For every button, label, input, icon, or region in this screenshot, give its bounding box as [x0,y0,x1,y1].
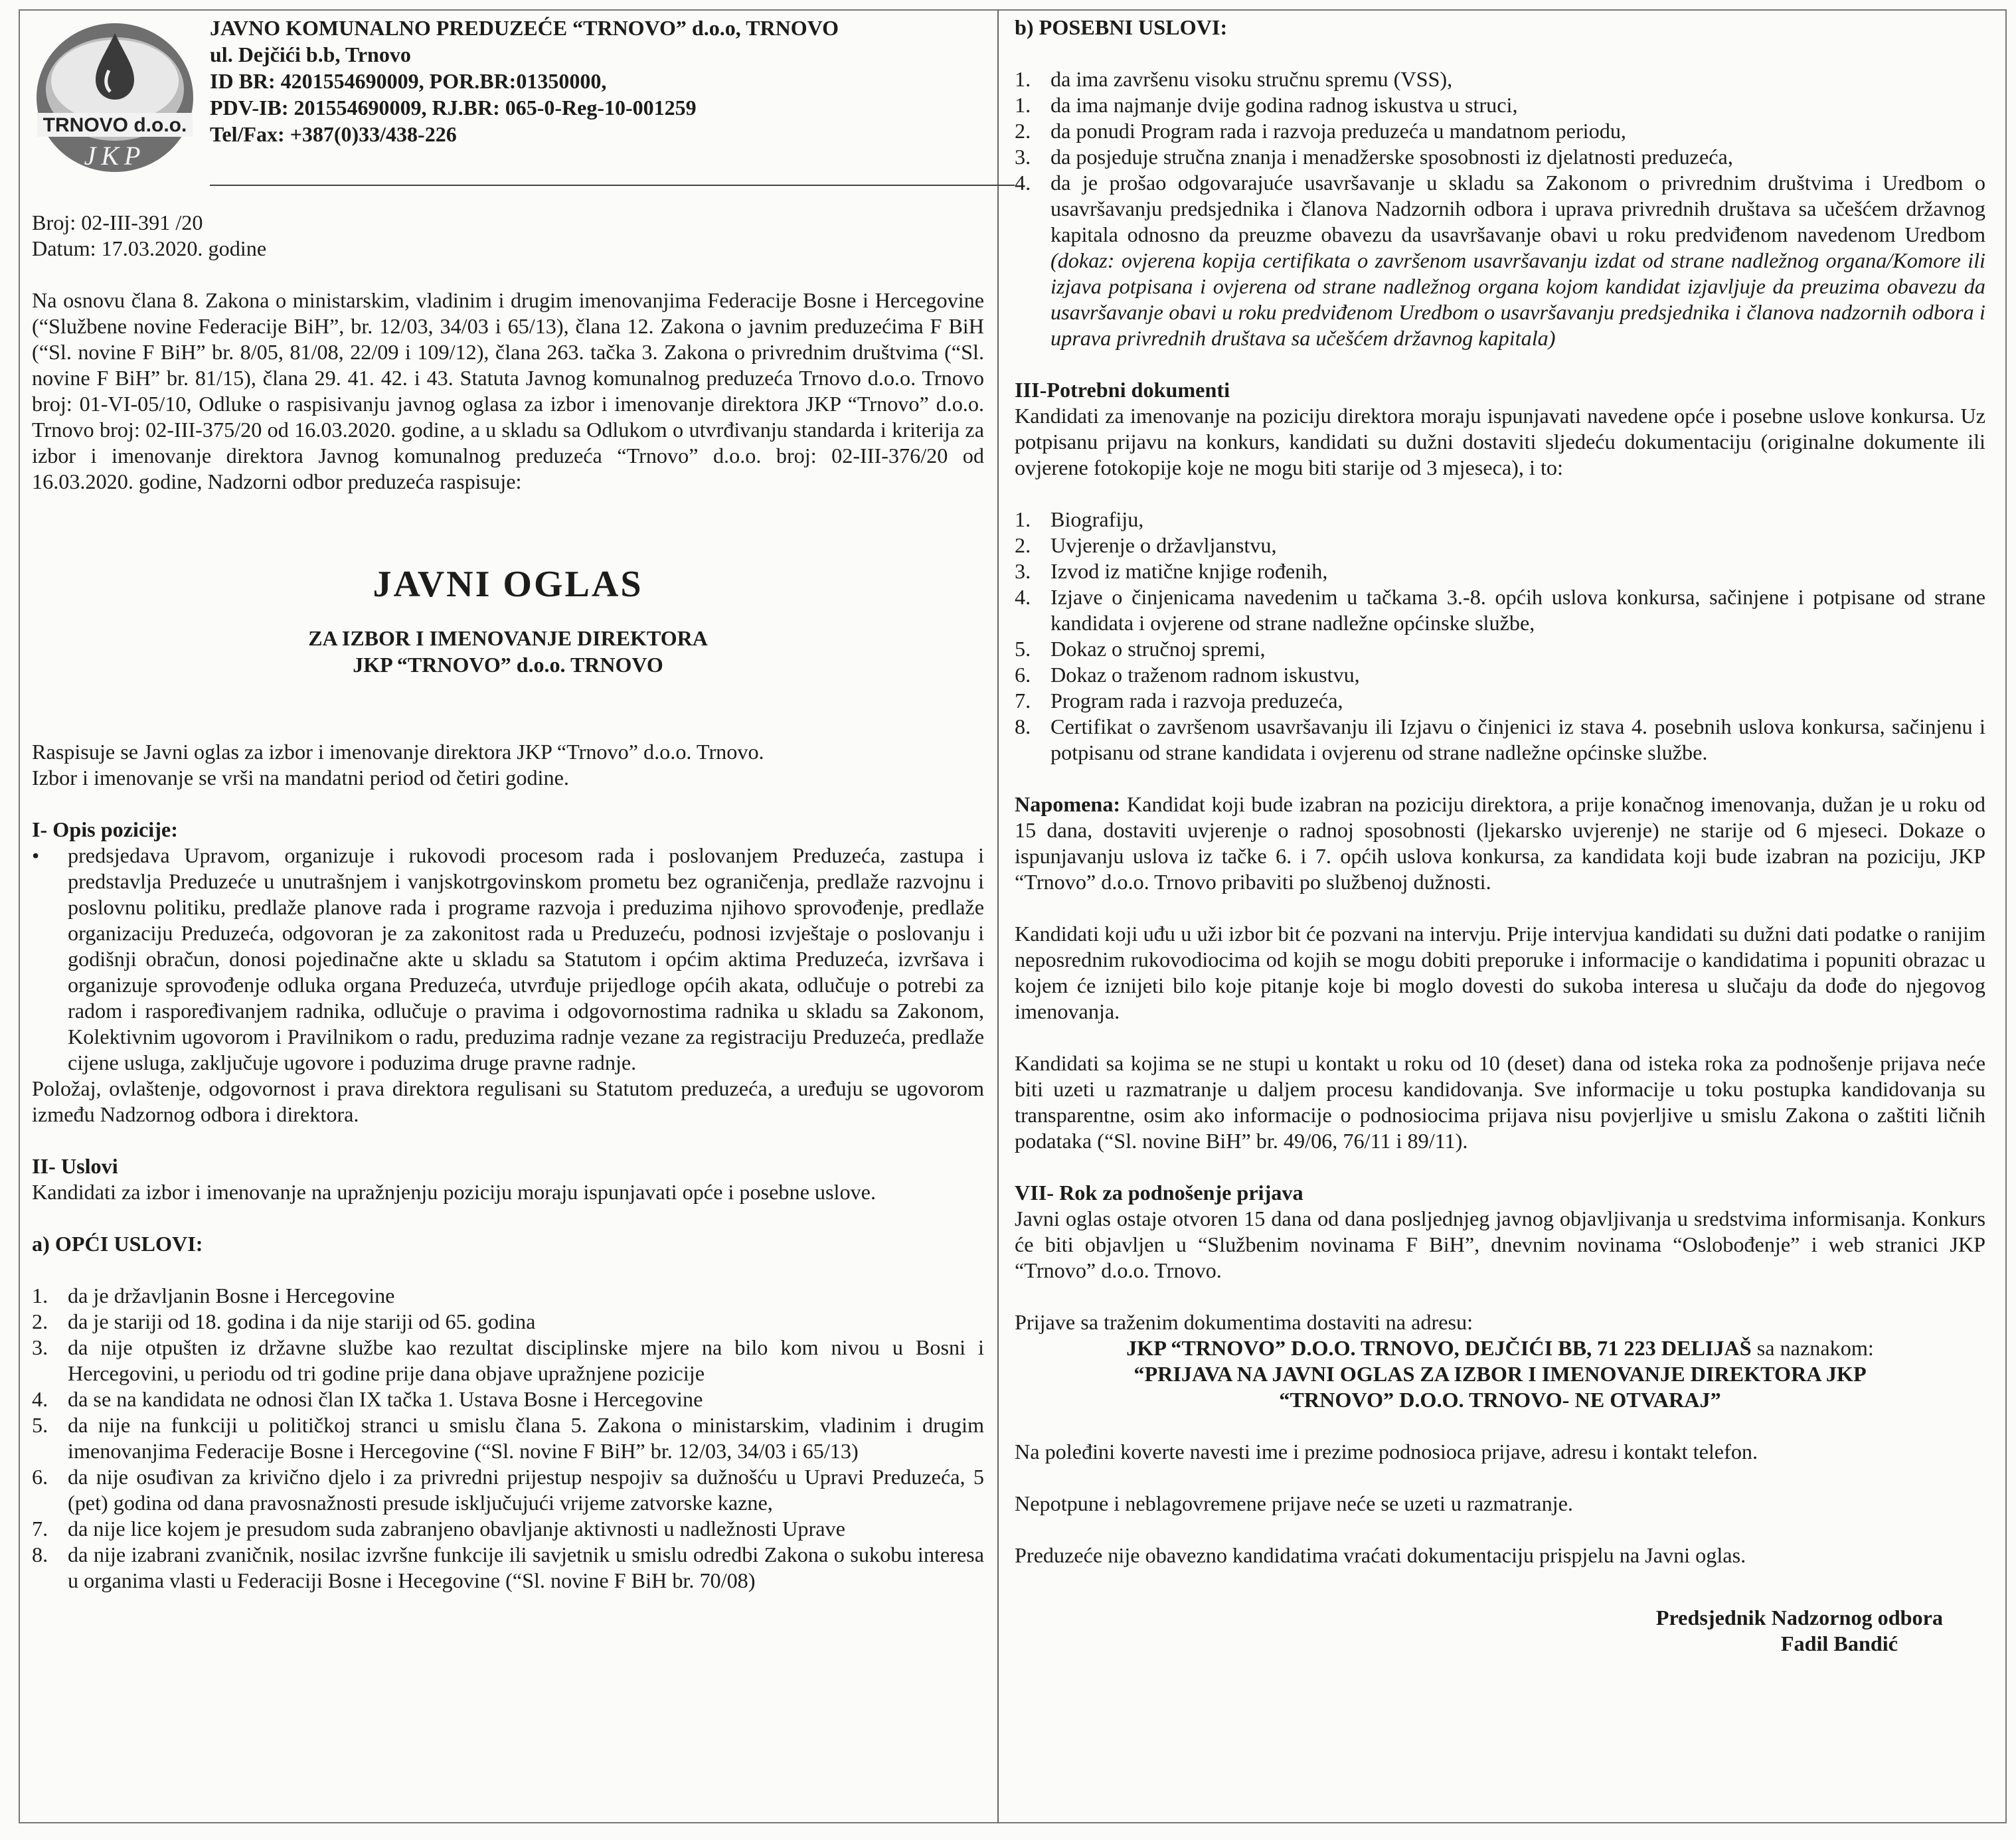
list-item-text: Biografiju, [1050,507,1144,531]
list-number: 4. [32,1387,48,1411]
list-number: 3. [32,1335,48,1359]
list-item-text: da nije lice kojem je presudom suda zabranjeno obavljanje aktivnosti u nadležnosti Uprave [68,1517,845,1541]
list-item [32,1386,984,1412]
list-item-text: da je stariji od 18. godina i da nije stariji od 65. godina [68,1309,536,1333]
list-number: 5. [1015,637,1031,661]
list-item [32,1412,984,1464]
list-item [1015,170,1985,351]
list-item [1015,688,1985,714]
list-number: 2. [32,1309,48,1333]
special-conditions-heading: b) POSEBNI USLOVI: [1015,15,1228,39]
announce-line-2: Izbor i imenovanje se vrši na mandatni period od četiri godine. [32,766,569,790]
list-item [1015,558,1985,584]
list-item-proof-note: (dokaz: ovjerena kopija certifikata o završenom usavršavanju izdat od strane nadležnog organa/Komore ili izjava potpisana i ovjerena od strane nadležnog organa kojom kandidat izjavljuje da preuzima obavezu da usavršavanje obavi u roku predviđenom Uredbom o usavršavanju predsjednika i članova nadzornih odbora i uprava privrednih društava sa učešćem državnog kapitala) [1050,248,1985,350]
list-item-text: da je državljanin Bosne i Hercegovine [68,1284,395,1307]
list-item [32,1516,984,1542]
list-number: 7. [1015,689,1031,712]
envelope-marking-line-2: “TRNOVO” D.O.O. TRNOVO- NE OTVARAJ” [1279,1388,1721,1412]
list-number: 8. [32,1543,48,1566]
logo-text-top: TRNOVO d.o.o. [42,114,187,136]
return-docs-paragraph: Preduzeće nije obavezno kandidatima vraćati dokumentaciju prispjelu na Javni oglas. [1015,1543,1746,1567]
list-number: 7. [32,1517,48,1541]
list-item [32,843,984,1076]
contact-paragraph: Kandidati sa kojima se ne stupi u kontakt u roku od 10 (deset) dana od isteka roka za podnošenje prijava neće biti uzeti u razmatranje u daljem procesu kandidovanja. Sve informacije u toku postupka kandidovanja su transparentne, osim ako informacije o podnosiocima prijava nisu povjerljive u smislu Zakona o zaštiti ličnih podataka (“Sl. novine BiH” br. 49/06, 76/11 i 89/11). [1015,1051,1985,1153]
company-id: ID BR: 4201554690009, POR.BR:01350000, [210,69,607,93]
list-item [1015,66,1985,92]
subtitle-line-2: JKP “TRNOVO” d.o.o. TRNOVO [353,653,663,677]
document-number: Broj: 02-III-391 /20 [32,210,203,234]
section-3-text: Kandidati za imenovanje na poziciju direktora moraju ispunjavati navedene opće i posebne uslove konkursa. Uz potpisanu prijavu na konkurs, kandidati su dužni dostaviti sljedeću dokumentaciju (originalne dokumente ili ovjerene fotokopije koje ne mogu biti starije od 3 mjeseca), i to: [1015,404,1985,479]
envelope-marking-line-1: “PRIJAVA NA JAVNI OGLAS ZA IZBOR I IMENOVANJE DIREKTORA JKP [1134,1362,1867,1386]
list-item-text: Izjave o činjenicama navedenim u tačkama 3.-8. općih uslova konkursa, sačinjene i potpisane od strane kandidata i ovjerene od strane nadležne općinske službe, [1050,585,1985,635]
incomplete-paragraph: Nepotpune i neblagovremene prijave neće se uzeti u razmatranje. [1015,1491,1573,1515]
list-number: 6. [1015,663,1031,687]
list-number: 4. [1015,585,1031,609]
special-conditions-list [1015,66,1985,351]
list-item [32,1542,984,1594]
list-item [1015,533,1985,558]
list-number: 1. [32,1284,48,1307]
list-number: 5. [32,1413,48,1437]
list-item-text: Certifikat o završenom usavršavanju ili Izjavu o činjenici iz stava 4. posebnih uslova konkursa, sačinjenu i potpisanu od strane kandidata i ovjerenu od strane nadležne općinske službe. [1050,714,1985,764]
position-description-list [32,843,984,1076]
address-line [1015,1335,1985,1361]
list-item [1015,662,1985,688]
company-address: ul. Dejčići b.b, Trnovo [210,42,411,66]
bullet-icon: • [32,843,40,867]
address-intro: Prijave sa traženim dokumentima dostaviti na adresu: [1015,1310,1473,1334]
list-item-text: da se na kandidata ne odnosi član IX tačka 1. Ustava Bosne i Hercegovine [68,1387,703,1411]
company-logo [32,15,198,181]
list-item-text: da posjeduje stručna znanja i menadžerske sposobnosti iz djelatnosti preduzeća, [1050,145,1733,169]
announce-line-1: Raspisuje se Javni oglas za izbor i imenovanje direktora JKP “Trnovo” d.o.o. Trnovo. [32,740,764,764]
section-2-heading: II- Uslovi [32,1154,118,1178]
header-rule [210,185,1015,186]
list-item-text: Program rada i razvoja preduzeća, [1050,689,1343,712]
list-number: 2. [1015,119,1031,143]
list-item [1015,636,1985,662]
list-number: 1. [1015,93,1031,117]
list-item [1015,118,1985,144]
document-date: Datum: 17.03.2020. godine [32,236,267,260]
list-item [1015,507,1985,533]
list-item-text: Dokaz o traženom radnom iskustvu, [1050,663,1360,687]
note-paragraph [1015,792,1985,895]
list-item-text: Uvjerenje o državljanstvu, [1050,533,1277,557]
note-text: Kandidat koji bude izabran na poziciju direktora, a prije konačnog imenovanja, dužan je u roku od 15 dana, dostaviti uvjerenje o radnoj sposobnosti (ljekarsko uvjerenje) ne starije od 6 mjeseci. Dokaze o ispunjavanju uslova iz tačke 6. i 7. općih uslova konkursa, za kandidata koji bude izabran na poziciju, JKP “Trnovo” d.o.o. Trnovo pribaviti po službenoj dužnosti. [1015,792,1985,894]
subtitle-line-1: ZA IZBOR I IMENOVANJE DIREKTORA [308,626,708,650]
list-item [1015,92,1985,118]
main-title: JAVNI OGLAS [373,564,643,605]
signature-name: Fadil Bandić [1780,1631,1898,1655]
list-item-text: predsjedava Upravom, organizuje i rukovodi procesom rada i poslovanjem Preduzeća, zastupa i predstavlja Preduzeće u unutrašnjem i vanjskotrgovinskom prometu bez ograničenja, predlaže razvojnu i poslovnu politiku, predlaže planove rada i programe razvoja i preduzima njihovo sprovođenje, predlaže organizaciju Preduzeća, odgovoran je za zakonitost rada u Preduzeću, podnosi izvještaje o poslovanju i godišnji obračun, donosi pojedinačne akte u skladu sa Statutom i općim aktima Preduzeća, izvršava i organizuje sprovođenje odluka organa Preduzeća, utvrđuje prijedloge općih akata, odlučuje o potrebi za radom i raspoređivanjem radnika, odlučuje o pravima i odgovornostima radnika u skladu sa Zakonom, Kolektivnim ugovorom i Pravilnikom o radu, preduzima radnje vezane za registraciju Preduzeća, predlaže cijene usluga, zaključuje ugovore i poduzima druge pravne radnje. [68,843,984,1074]
required-documents-list [1015,507,1985,766]
list-number: 4. [1015,171,1031,195]
list-item [1015,714,1985,766]
left-column [32,15,984,1594]
list-item-text: da ima završenu visoku stručnu spremu (VSS), [1050,67,1453,91]
column-divider [997,9,999,1823]
list-item-text: da je prošao odgovarajuće usavršavanje u skladu sa Zakonom o privrednim društvima i Uredbom o usavršavanju predsjednika i članova Nadzornih odbora i uprava privrednih društava sa učešćem državnog kapitala odnosno da preuzme obavezu da usavršavanje obavi u roku predviđenom navedenom Uredbom [1050,171,1985,246]
general-conditions-list [32,1283,984,1594]
section-2-text: Kandidati za izbor i imenovanje na upražnjenju poziciju moraju ispunjavati opće i posebne uslove. [32,1180,877,1204]
interview-paragraph: Kandidati koji uđu u uži izbor bit će pozvani na intervju. Prije intervjua kandidati su dužni dati podatke o ranijim neposrednim rukovodiocima od kojih se mogu dobiti preporuke i informacije o kandidatima i popuniti obrazac u kojem će iznijeti bilo koje pitanje koje bi moglo dovesti do sukoba interesa u slučaju da dođe do njegovog imenovanja. [1015,922,1985,1023]
list-item-text: da nije izabrani zvaničnik, nosilac izvršne funkcije ili savjetnik u smislu odredbi Zakona o sukobu interesa u organima vlasti u Federaciji Bosne i Hecegovine (“Sl. novine F BiH br. 70/08) [68,1543,984,1592]
list-number: 1. [1015,507,1031,531]
list-item [32,1283,984,1309]
list-item [32,1309,984,1335]
list-item-text: Izvod iz matične knjige rođenih, [1050,559,1328,583]
list-item-text: da nije na funkciji u političkoj stranci u smislu člana 5. Zakona o ministarskim, vladinim i drugim imenovanjima Federacije Bosne i Hercegovine (“Sl. novine F BiH” br. 12/03, 34/03 i 65/13) [68,1413,984,1463]
company-pdv: PDV-IB: 201554690009, RJ.BR: 065-0-Reg-10-001259 [210,96,697,120]
list-number: 3. [1015,145,1031,169]
list-item [1015,144,1985,170]
company-phone: Tel/Fax: +387(0)33/438-226 [210,122,457,146]
right-column [1015,15,1985,1657]
list-item-text: da nije osuđivan za krivično djelo i za privredni prijestup nespojiv sa dužnošću u Upravi Preduzeća, 5 (pet) godina od dana pravosnažnosti presude isključujući vrijeme zatvorske kazne, [68,1465,984,1515]
section-7-text: Javni oglas ostaje otvoren 15 dana od dana posljednjeg javnog objavljivanja u sredstvima informisanja. Konkurs će biti objavljen u “Službenim novinama F BiH”, dnevnim novinama “Oslobođenje” i web stranici JKP “Trnovo” d.o.o. Trnovo. [1015,1207,1985,1282]
list-number: 6. [32,1465,48,1489]
signature-title: Predsjednik Nadzornog odbora [1655,1606,1943,1630]
list-item [32,1335,984,1386]
list-number: 3. [1015,559,1031,583]
address-bold: JKP “TRNOVO” D.O.O. TRNOVO, DEJČIĆI BB, 71 223 DELIJAŠ [1126,1336,1752,1360]
logo-text-bottom: JKP [84,141,146,171]
envelope-back-paragraph: Na poleđini koverte navesti ime i prezime podnosioca prijave, adresu i kontakt telefon. [1015,1440,1758,1464]
list-item [32,1464,984,1516]
list-number: 2. [1015,533,1031,557]
company-name: JAVNO KOMUNALNO PREDUZEĆE “TRNOVO” d.o.o, TRNOVO [210,16,839,40]
list-item-text: Dokaz o stručnoj spremi, [1050,637,1266,661]
list-number: 8. [1015,714,1031,738]
list-number: 1. [1015,67,1031,91]
note-label: Napomena: [1015,792,1121,816]
list-item [1015,584,1985,636]
list-item-text: da ponudi Program rada i razvoja preduzeća u mandatnom periodu, [1050,119,1626,143]
general-conditions-heading: a) OPĆI USLOVI: [32,1232,203,1256]
section-3-heading: III-Potrebni dokumenti [1015,378,1230,402]
address-marking-label: sa naznakom: [1751,1336,1874,1360]
section-1-heading: I- Opis pozicije: [32,817,178,841]
intro-paragraph: Na osnovu člana 8. Zakona o ministarskim, vladinim i drugim imenovanjima Federacije Bosne i Hercegovine (“Službene novine Federacije BiH”, br. 12/03, 34/03 i 65/13), člana 12. Zakona o javnim preduzećima F BiH (“Sl. novine F BiH” br. 8/05, 81/08, 22/09 i 109/12), člana 263. tačka 3. Zakona o privrednim društvima (“Sl. novine F BiH” br. 81/15), člana 29. 41. 42. i 43. Statuta Javnog komunalnog preduzeća Trnovo d.o.o. Trnovo broj: 01-VI-05/10, Odluke o raspisivanju javnog oglasa za izbor i imenovanje direktora JKP “Trnovo” d.o.o. Trnovo broj: 02-III-375/20 od 16.03.2020. godine, a u skladu sa Odlukom o utvrđivanju standarda i kriterija za izbor i imenovanje direktora Javnog komunalnog preduzeća “Trnovo” d.o.o. broj: 02-III-376/20 od 16.03.2020. godine, Nadzorni odbor preduzeća raspisuje: [32,288,984,493]
section-7-heading: VII- Rok za podnošenje prijava [1015,1181,1303,1205]
list-item-text: da nije otpušten iz državne službe kao rezultat disciplinske mjere na bilo kom nivou u Bosni i Hercegovini, u periodu od tri godine prije dana objave upražnjene pozicije [68,1335,984,1385]
list-item-text: da ima najmanje dvije godina radnog iskustva u struci, [1050,93,1518,117]
section-1-closing: Položaj, ovlaštenje, odgovornost i prava direktora regulisani su Statutom preduzeća, a uređuju se ugovorom između Nadzornog odbora i direktora. [32,1076,984,1126]
letterhead [32,15,984,190]
company-details [210,15,839,147]
